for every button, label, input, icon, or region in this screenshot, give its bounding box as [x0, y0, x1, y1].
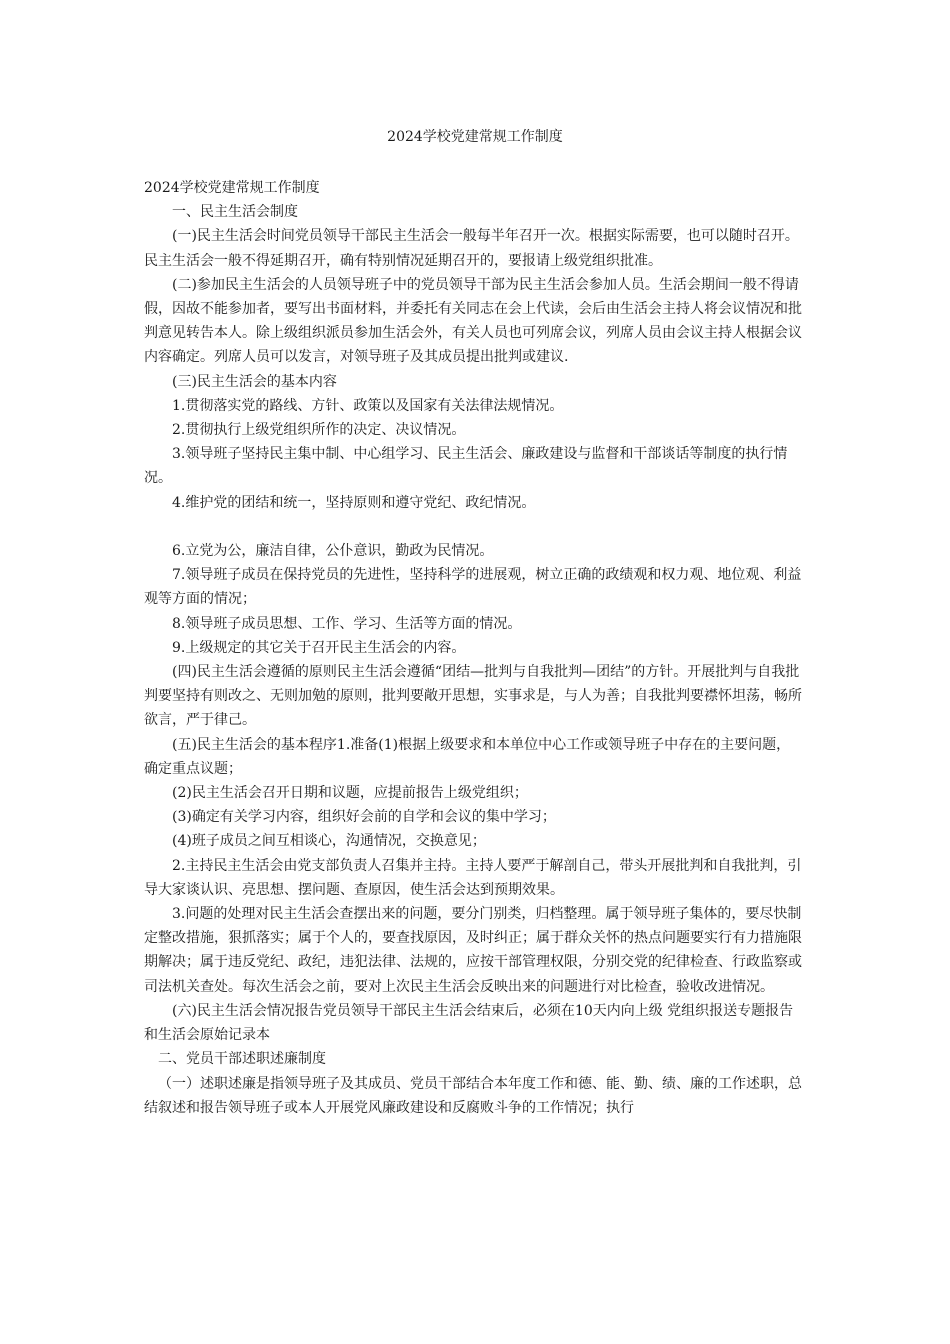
paragraph: 7.领导班子成员在保持党员的先进性，坚持科学的进展观，树立正确的政绩观和权力观、地位观、利益观等方面的情况；: [144, 567, 802, 608]
paragraph: 9.上级规定的其它关于召开民主生活会的内容。: [172, 639, 466, 656]
paragraph: 一、民主生活会制度: [172, 204, 298, 221]
paragraph: 2.贯彻执行上级党组织所作的决定、决议情况。: [172, 422, 466, 439]
document-body: [144, 176, 804, 1120]
paragraph: (五)民主生活会的基本程序1.准备(1)根据上级要求和本单位中心工作或领导班子中存在的主要问题，确定重点议题；: [144, 736, 791, 777]
paragraph: (2)民主生活会召开日期和议题，应提前报告上级党组织；: [172, 785, 528, 802]
paragraph: 3.问题的处理对民主生活会查摆出来的问题，要分门别类，归档整理。属于领导班子集体的，要尽快制定整改措施，狠抓落实；属于个人的，要查找原因，及时纠正；属于群众关怀的热点问题要实行有力措施限期解决；属于违反党纪、政纪，违犯法律、法规的，应按干部管理权限，分别交党的纪律检查、行政监察或司法机关查处。每次生活会之前，要对上次民主生活会反映出来的问题进行对比检查，验收改进情况。: [144, 906, 802, 995]
paragraph: 2.主持民主生活会由党支部负责人召集并主持。主持人要严于解剖自己，带头开展批判和自我批判，引导大家谈认识、亮思想、摆问题、查原因，使生活会达到预期效果。: [144, 857, 802, 898]
paragraph: 3.领导班子坚持民主集中制、中心组学习、民主生活会、廉政建设与监督和干部谈话等制度的执行情况。: [144, 446, 788, 487]
paragraph: 二、党员干部述职述廉制度: [158, 1051, 326, 1068]
paragraph: (一)民主生活会时间党员领导干部民主生活会一般每半年召开一次。根据实际需要，也可以随时召开。民主生活会一般不得延期召开，确有特别情况延期召开的，要报请上级党组织批准。: [144, 228, 799, 269]
paragraph: (六)民主生活会情况报告党员领导干部民主生活会结束后，必须在10天内向上级 党组织报送专题报告和生活会原始记录本: [144, 1002, 794, 1044]
paragraph: 6.立党为公，廉洁自律，公仆意识，勤政为民情况。: [172, 543, 494, 560]
paragraph: (3)确定有关学习内容，组织好会前的自学和会议的集中学习；: [172, 809, 556, 826]
paragraph: (三)民主生活会的基本内容: [172, 373, 337, 390]
document-title: 2024学校党建常规工作制度: [387, 129, 563, 145]
paragraph: 2024学校党建常规工作制度: [144, 180, 320, 196]
paragraph: 4.维护党的团结和统一，坚持原则和遵守党纪、政纪情况。: [172, 494, 536, 511]
paragraph: 8.领导班子成员思想、工作、学习、生活等方面的情况。: [172, 615, 522, 632]
paragraph: (四)民主生活会遵循的原则民主生活会遵循“团结—批判与自我批判—团结”的方针。开展批判与自我批判要坚持有则改之、无则加勉的原则，批判要敞开思想，实事求是，与人为善；自我批判要襟怀坦荡，畅所欲言，严于律己。: [144, 664, 802, 729]
paragraph: 1.贯彻落实党的路线、方针、政策以及国家有关法律法规情况。: [172, 397, 564, 414]
paragraph: (二)参加民主生活会的人员领导班子中的党员领导干部为民主生活会参加人员。生活会期间一般不得请假，因故不能参加者，要写出书面材料，并委托有关同志在会上代读，会后由生活会主持人将会议情况和批判意见转告本人。除上级组织派员参加生活会外，有关人员也可列席会议，列席人员由会议主持人根据会议内容确定。列席人员可以发言，对领导班子及其成员提出批判或建议.: [144, 276, 802, 366]
blank-line: [144, 515, 804, 539]
paragraph: （一）述职述廉是指领导班子及其成员、党员干部结合本年度工作和德、能、勤、绩、廉的工作述职，总结叙述和报告领导班子或本人开展党风廉政建设和反腐败斗争的工作情况；执行: [144, 1075, 802, 1116]
paragraph: (4)班子成员之间互相谈心，沟通情况，交换意见；: [172, 833, 486, 850]
